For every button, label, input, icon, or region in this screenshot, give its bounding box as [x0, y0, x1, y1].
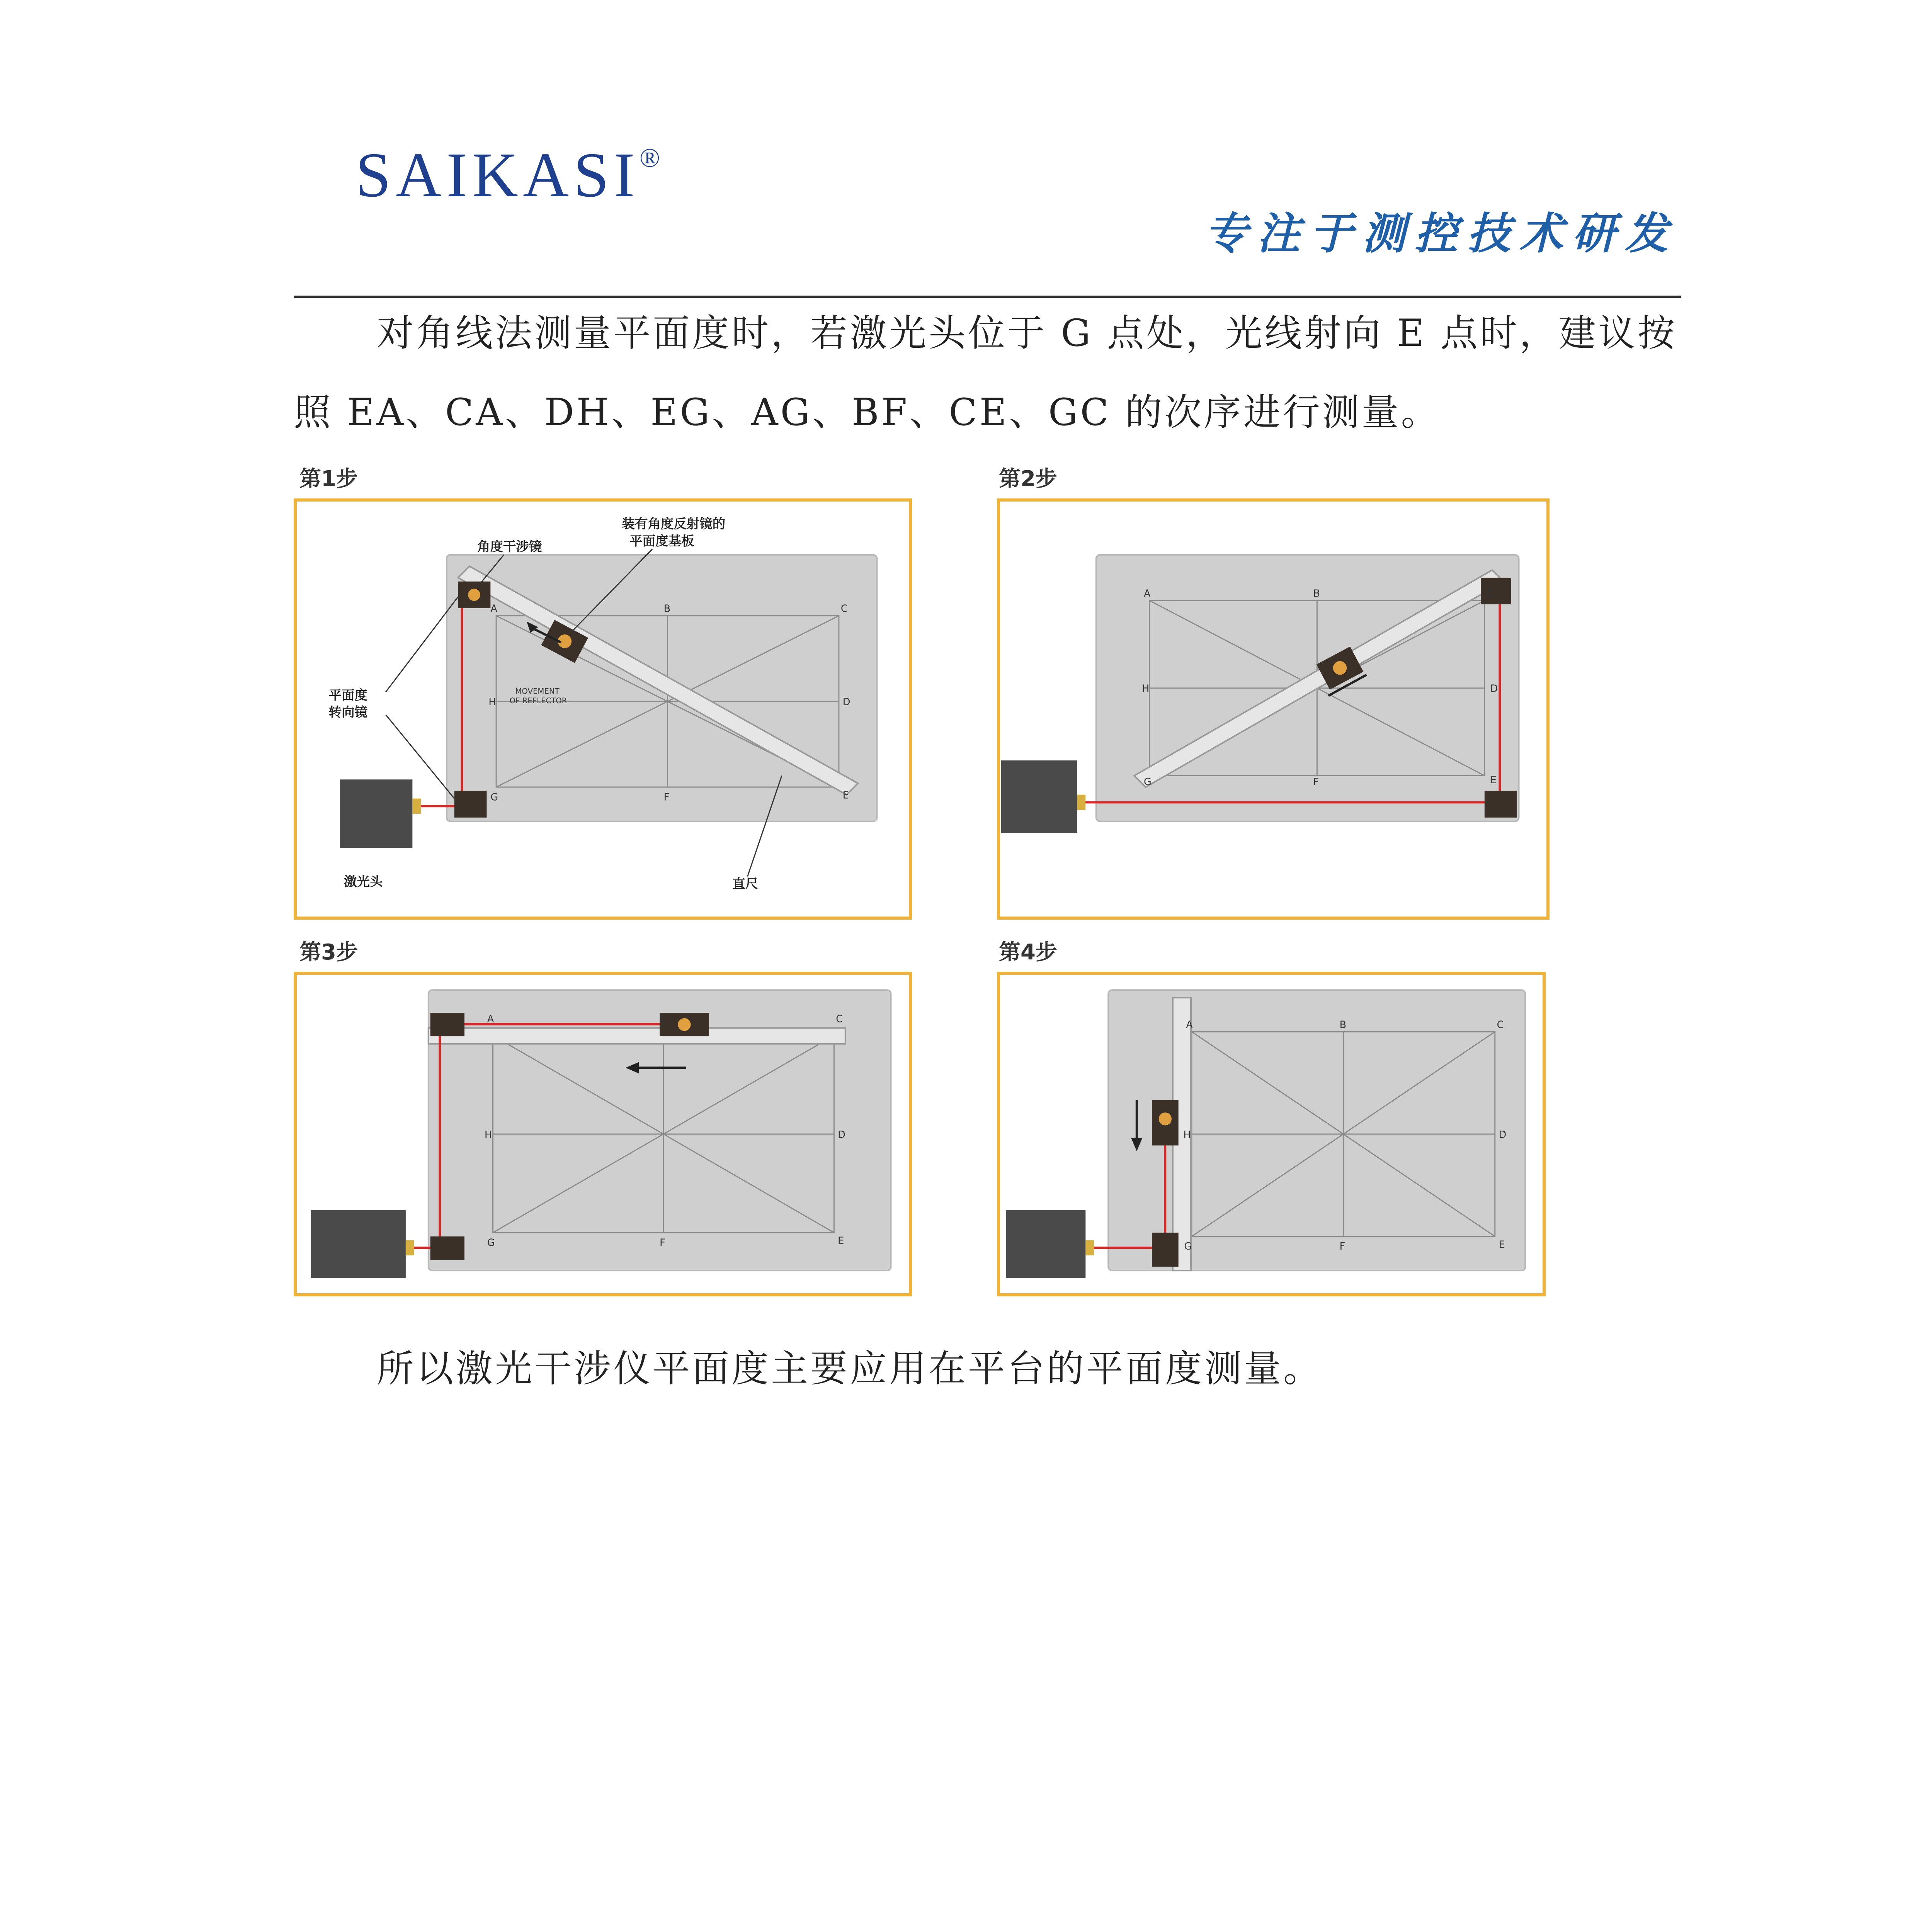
- registered-mark: ®: [639, 143, 660, 173]
- point-label-d: D: [838, 1129, 845, 1141]
- laser-aperture: [1077, 795, 1086, 810]
- step-2-diagram: [997, 498, 1550, 920]
- label-movement: MOVEMENT: [515, 687, 560, 696]
- point-label-h: H: [1183, 1129, 1191, 1141]
- laser-head: [340, 779, 412, 848]
- straightedge: [429, 1028, 845, 1044]
- turning-mirror: [454, 791, 487, 818]
- point-label-e: E: [1490, 774, 1497, 786]
- turning-mirror: [1485, 791, 1517, 818]
- point-label-a: A: [490, 603, 497, 615]
- brand-name: SAIKASI: [356, 139, 640, 210]
- reflector-lens-icon: [1159, 1112, 1172, 1125]
- point-label-g: G: [1143, 776, 1152, 788]
- point-label-b: B: [660, 1013, 667, 1025]
- point-label-c: C: [1486, 588, 1493, 600]
- step-4-diagram: [997, 972, 1546, 1296]
- reflector-lens-icon: [678, 1018, 691, 1031]
- paragraph-conclusion: [294, 1329, 1685, 1408]
- label-angle-interferometer: 角度干涉镜: [477, 539, 542, 554]
- point-label-g: G: [490, 791, 498, 803]
- label-reflector-base: 装有角度反射镜的: [622, 516, 726, 531]
- point-label-a: A: [487, 1013, 494, 1025]
- movement-caption: [510, 687, 567, 706]
- point-label-c: C: [836, 1013, 843, 1025]
- step-2-svg: [1000, 502, 1546, 917]
- paragraph-diagonal-method: [294, 294, 1685, 452]
- step-1-svg: [297, 502, 909, 917]
- point-label-f: F: [1313, 776, 1319, 788]
- point-label-d: D: [1490, 683, 1498, 695]
- step-4-label: 第4步: [999, 940, 1057, 965]
- point-label-b: B: [1339, 1019, 1347, 1031]
- point-label-c: C: [1497, 1019, 1504, 1031]
- turning-mirror: [1152, 1233, 1179, 1267]
- point-label-g: G: [487, 1237, 495, 1249]
- step-1-diagram: [294, 498, 912, 920]
- point-label-a: A: [1186, 1019, 1193, 1031]
- angle-interferometer: [1481, 578, 1511, 604]
- brand-logo: [356, 139, 660, 210]
- laser-aperture: [412, 799, 421, 814]
- angle-interferometer: [430, 1013, 464, 1036]
- point-label-d: D: [1499, 1129, 1507, 1141]
- point-label-f: F: [1339, 1241, 1345, 1253]
- brand-slogan: 专注于测控技术研发: [1204, 208, 1677, 259]
- laser-head: [1001, 760, 1077, 833]
- point-label-h: H: [1142, 683, 1150, 695]
- paragraph-text: 对角线法测量平面度时，若激光头位于 G 点处，光线射向 E 点时，建议按照 EA、CA、DH、EG、AG、BF、CE、GC 的次序进行测量。: [294, 311, 1677, 434]
- step-4-svg: [1000, 975, 1543, 1293]
- label-turning-mirror: 平面度: [328, 687, 368, 703]
- interferometer-lens-icon: [468, 589, 480, 601]
- step-2-label: 第2步: [999, 466, 1057, 492]
- paragraph-text: 所以激光干涉仪平面度主要应用在平台的平面度测量。: [377, 1347, 1323, 1390]
- laser-head: [311, 1210, 406, 1278]
- point-label-b: B: [1313, 588, 1320, 600]
- point-label-h: H: [488, 696, 496, 708]
- point-label-f: F: [660, 1237, 665, 1249]
- label-straightedge: 直尺: [732, 876, 759, 891]
- point-label-g: G: [1184, 1241, 1192, 1253]
- point-label-e: E: [838, 1235, 844, 1247]
- measurement-grid: [1192, 1032, 1495, 1236]
- label-turning-mirror-2: 转向镜: [328, 704, 368, 720]
- point-label-e: E: [842, 789, 849, 801]
- point-label-c: C: [840, 603, 848, 615]
- label-movement-2: OF REFLECTOR: [509, 696, 567, 706]
- laser-aperture: [1085, 1240, 1094, 1255]
- point-label-b: B: [663, 603, 671, 615]
- step-3-diagram: [294, 972, 912, 1296]
- measurement-grid: [493, 1036, 834, 1233]
- point-label-h: H: [484, 1129, 492, 1141]
- step-1-label: 第1步: [299, 466, 358, 492]
- step-3-svg: [297, 975, 909, 1293]
- step-3-label: 第3步: [299, 940, 358, 965]
- laser-head: [1006, 1210, 1085, 1278]
- point-label-d: D: [842, 696, 850, 708]
- label-laser-head: 激光头: [344, 874, 383, 889]
- point-label-e: E: [1499, 1239, 1505, 1251]
- reflector-lens-icon: [1333, 661, 1347, 675]
- laser-aperture: [406, 1240, 414, 1255]
- point-label-a: A: [1143, 588, 1151, 600]
- point-label-f: F: [663, 791, 670, 803]
- label-reflector-base-2: 平面度基板: [629, 533, 694, 549]
- turning-mirror: [430, 1236, 464, 1260]
